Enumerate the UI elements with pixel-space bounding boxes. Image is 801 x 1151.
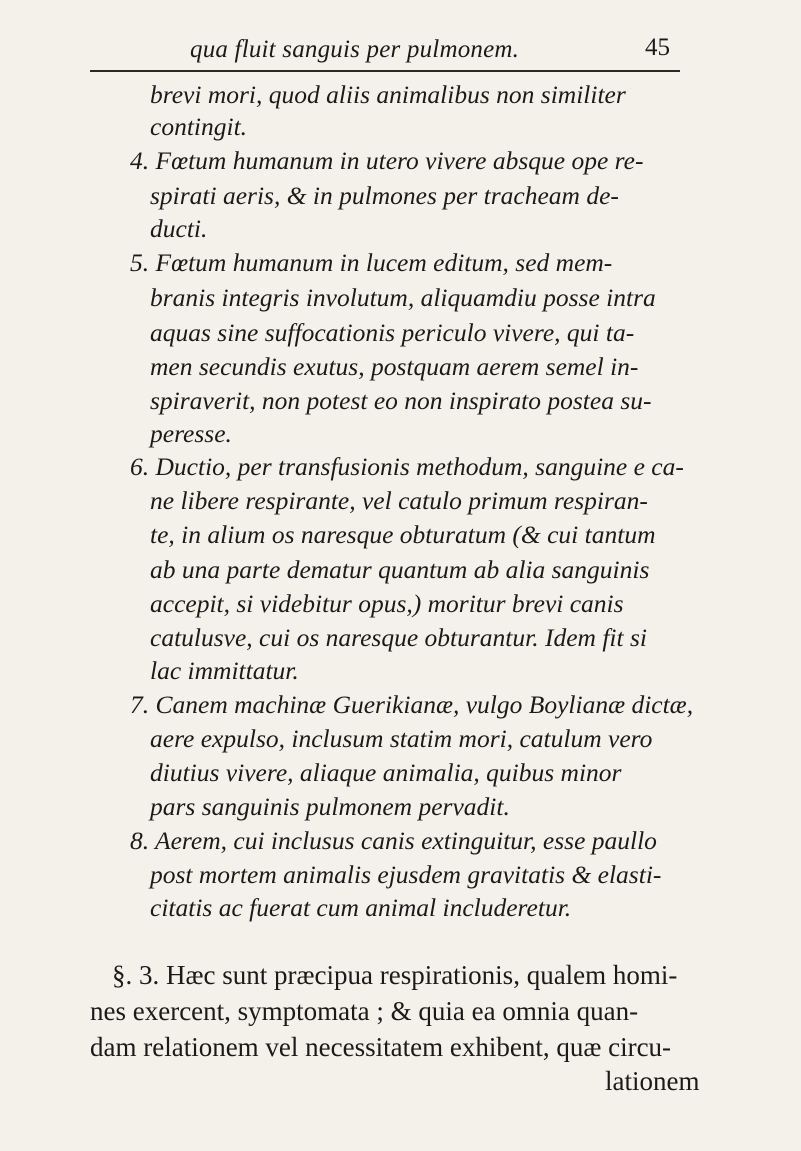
text-line: spirati aeris, & in pulmones per tracheam de- (150, 181, 619, 210)
text-line: brevi mori, quod aliis animalibus non similiter (150, 80, 626, 109)
paragraph-line: dam relationem vel necessitatem exhibent, quæ circu- (90, 1032, 672, 1062)
text-line: citatis ac fuerat cum animal includeretur. (150, 893, 572, 922)
text-line: te, in alium os naresque obturatum (& cui tantum (150, 520, 656, 549)
text-line: 6. Ductio, per transfusionis methodum, sanguine e ca- (130, 452, 684, 481)
text-line: aere expulso, inclusum statim mori, catulum vero (150, 724, 653, 753)
header-rule (90, 70, 680, 72)
paragraph-line: §. 3. Hæc sunt præcipua respirationis, qualem homi- (112, 960, 678, 990)
text-line: 7. Canem machinæ Guerikianæ, vulgo Boylianæ dictæ, (130, 690, 694, 719)
text-line: branis integris involutum, aliquamdiu posse intra (150, 283, 656, 312)
text-line: ne libere respirante, vel catulo primum respiran- (150, 486, 648, 515)
text-line: spiraverit, non potest eo non inspirato postea su- (150, 386, 652, 415)
running-title: qua fluit sanguis per pulmonem. (190, 36, 520, 63)
text-line: lac immittatur. (150, 656, 299, 685)
text-line: pars sanguinis pulmonem pervadit. (150, 792, 510, 821)
paragraph-line: nes exercent, symptomata ; & quia ea omnia quan- (90, 996, 639, 1026)
text-line: peresse. (150, 419, 232, 448)
text-line: 5. Fœtum humanum in lucem editum, sed mem- (130, 248, 613, 277)
text-line: contingit. (150, 112, 248, 141)
text-line: post mortem animalis ejusdem gravitatis & elasti- (150, 860, 662, 889)
catchword: lationem (605, 1066, 700, 1096)
text-line: accepit, si videbitur opus,) moritur brevi canis (150, 589, 624, 618)
text-line: aquas sine suffocationis periculo vivere, qui ta- (150, 318, 635, 347)
text-line: catulusve, cui os naresque obturantur. Idem fit si (150, 623, 647, 652)
text-line: 4. Fœtum humanum in utero vivere absque ope re- (130, 146, 644, 175)
page-header (150, 28, 670, 72)
text-line: 8. Aerem, cui inclusus canis extinguitur, esse paullo (130, 826, 657, 855)
text-line: men secundis exutus, postquam aerem semel in- (150, 352, 639, 381)
text-line: diutius vivere, aliaque animalia, quibus minor (150, 758, 622, 787)
text-line: ab una parte dematur quantum ab alia sanguinis (150, 555, 650, 584)
text-line: ducti. (150, 214, 208, 243)
page-number: 45 (645, 34, 670, 61)
